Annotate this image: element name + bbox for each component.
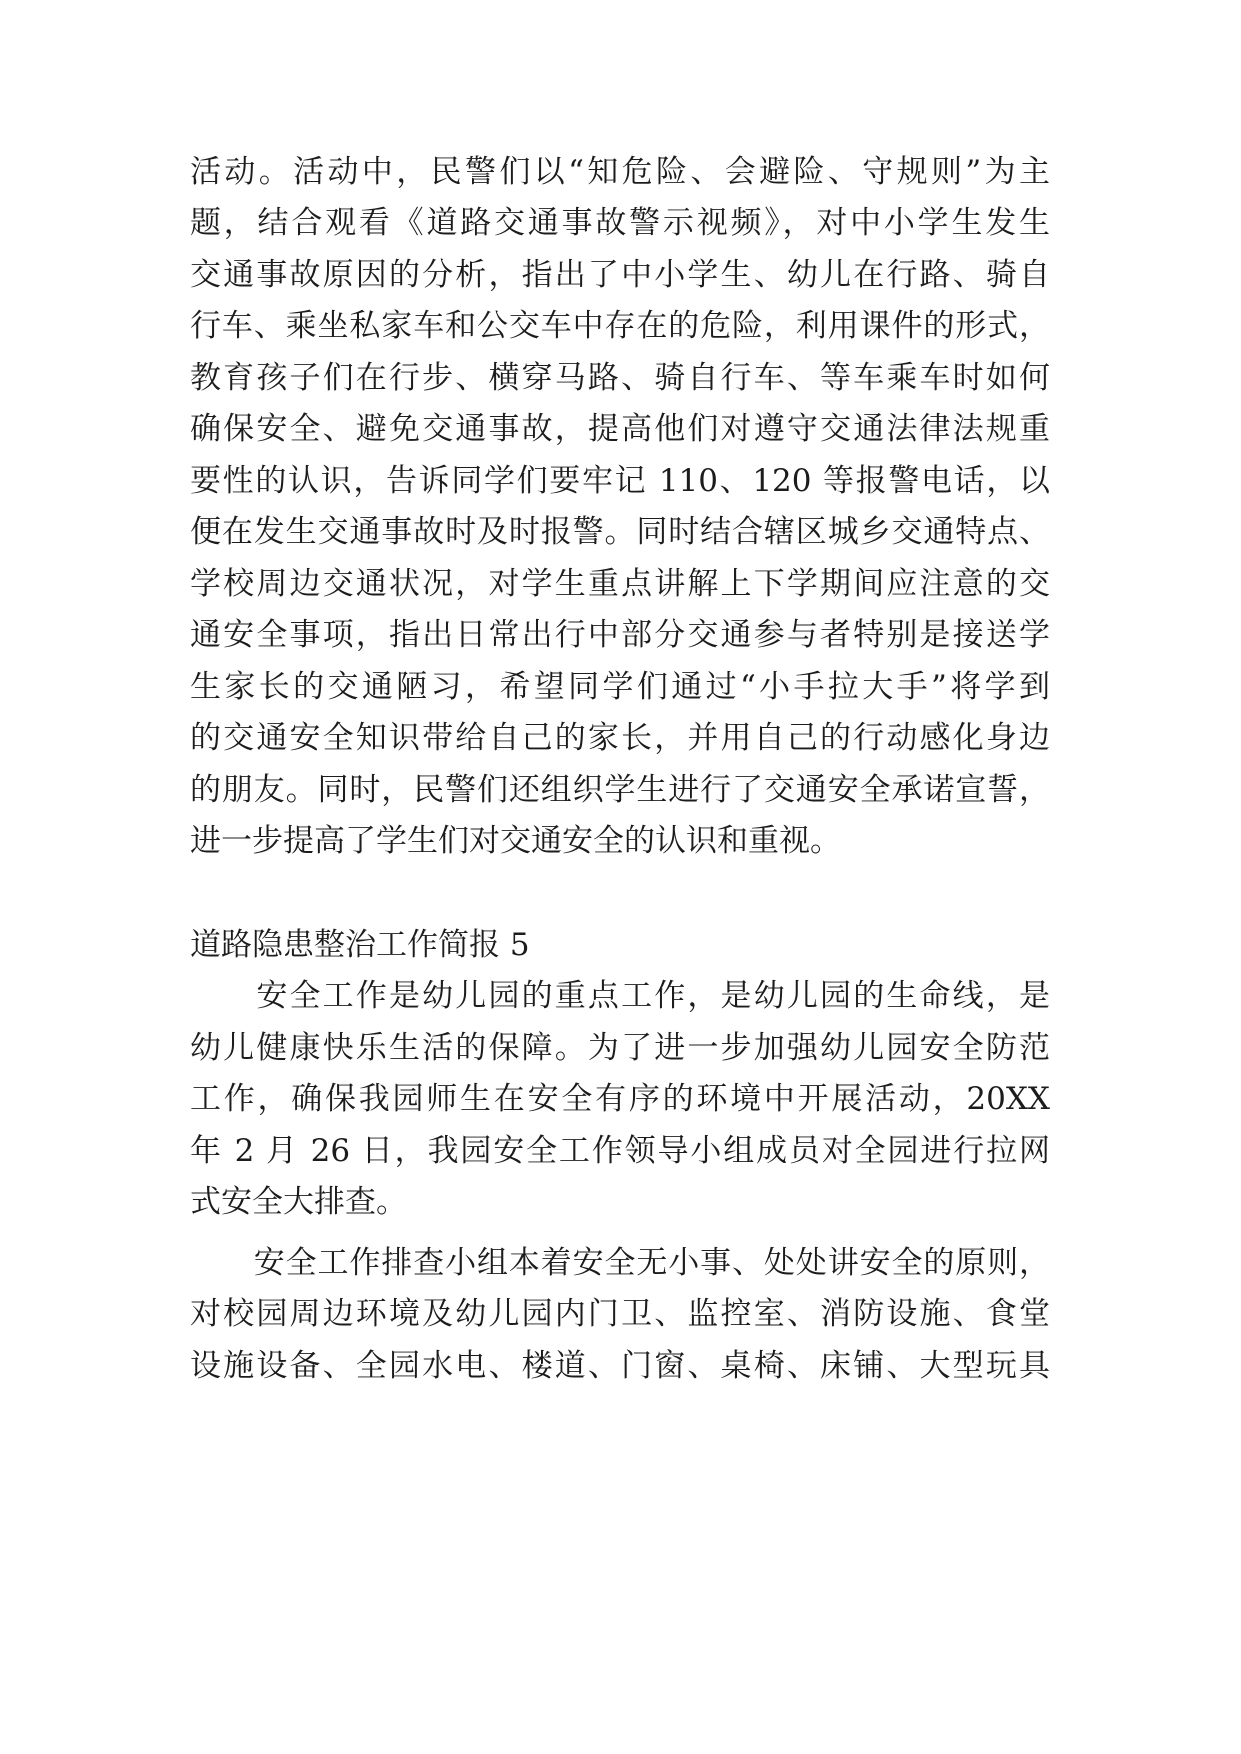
paragraph-line: 要性的认识，告诉同学们要牢记 110、120 等报警电话，以 [190,463,1050,499]
paragraph-line: 活动。活动中，民警们以“知危险、会避险、守规则”为主 [190,154,1050,190]
paragraph-line: 设施设备、全园水电、楼道、门窗、桌椅、床铺、大型玩具 [190,1348,1050,1384]
paragraph-line: 进一步提高了学生们对交通安全的认识和重视。 [190,823,841,859]
paragraph-line: 教育孩子们在行步、横穿马路、骑自行车、等车乘车时如何 [190,360,1050,396]
paragraph-line: 行车、乘坐私家车和公交车中存在的危险，利用课件的形式， [190,308,1050,344]
paragraph-line: 的朋友。同时，民警们还组织学生进行了交通安全承诺宣誓， [190,772,1050,808]
paragraph-line: 交通事故原因的分析，指出了中小学生、幼儿在行路、骑自 [190,257,1050,293]
paragraph-line: 的交通安全知识带给自己的家长，并用自己的行动感化身边 [190,720,1050,756]
paragraph-line: 式安全大排查。 [190,1184,407,1220]
section-heading: 道路隐患整治工作简报 5 [190,927,530,963]
paragraph-line: 题，结合观看《道路交通事故警示视频》，对中小学生发生 [190,205,1050,241]
paragraph-line: 幼儿健康快乐生活的保障。为了进一步加强幼儿园安全防范 [190,1030,1050,1066]
paragraph-line: 安全工作排查小组本着安全无小事、处处讲安全的原则， [190,1245,1050,1281]
paragraph-line: 便在发生交通事故时及时报警。同时结合辖区城乡交通特点、 [190,514,1050,550]
paragraph-line: 确保安全、避免交通事故，提高他们对遵守交通法律法规重 [190,411,1050,447]
paragraph-line: 通安全事项，指出日常出行中部分交通参与者特别是接送学 [190,617,1050,653]
paragraph-line: 工作，确保我园师生在安全有序的环境中开展活动，20XX [190,1081,1050,1117]
paragraph-line: 对校园周边环境及幼儿园内门卫、监控室、消防设施、食堂 [190,1296,1050,1332]
paragraph-line: 生家长的交通陋习，希望同学们通过“小手拉大手”将学到 [190,669,1050,705]
paragraph-line: 安全工作是幼儿园的重点工作，是幼儿园的生命线，是 [190,978,1050,1014]
paragraph-line: 年 2 月 26 日，我园安全工作领导小组成员对全园进行拉网 [190,1133,1050,1169]
paragraph-line: 学校周边交通状况，对学生重点讲解上下学期间应注意的交 [190,566,1050,602]
